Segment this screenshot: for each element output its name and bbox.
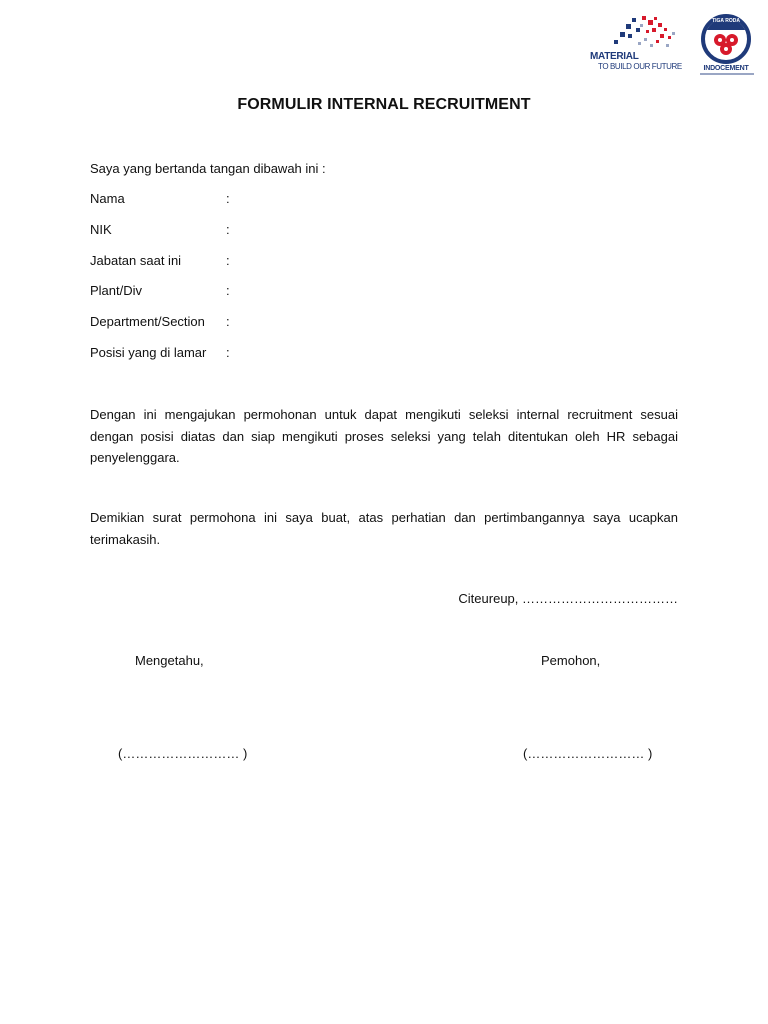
material-logo-word: MATERIAL	[590, 51, 639, 62]
pixel-mosaic-icon	[612, 14, 692, 52]
field-label-posisi: Posisi yang di lamar	[90, 345, 207, 360]
field-colon-jabatan: :	[226, 253, 230, 268]
field-label-nik: NIK	[90, 222, 112, 237]
field-colon-nama: :	[226, 191, 230, 206]
field-colon-department: :	[226, 314, 230, 329]
material-logo-tagline: TO BUILD OUR FUTURE	[598, 62, 682, 71]
intro-text: Saya yang bertanda tangan dibawah ini :	[90, 161, 326, 176]
tiga-roda-seal-logo	[696, 14, 756, 76]
application-paragraph: Dengan ini mengajukan permohonan untuk dapat mengikuti seleksi internal recruitment sesuai dengan posisi diatas dan siap mengikuti proses seleksi yang telah ditentukan oleh HR sebagai penyelenggara.	[90, 407, 678, 465]
closing-paragraph: Demikian surat permohona ini saya buat, atas perhatian dan pertimbangannya saya ucapkan terimakasih.	[90, 510, 678, 547]
place-date-line: Citeureup, ………………………………	[458, 591, 678, 606]
field-label-nama: Nama	[90, 191, 125, 206]
seal-top-text: TIGA RODA	[712, 18, 740, 24]
signature-label-applicant: Pemohon,	[541, 653, 601, 668]
signature-line-acknowledged: (……………………… )	[118, 746, 248, 761]
material-logo	[590, 14, 694, 74]
field-label-jabatan: Jabatan saat ini	[90, 253, 182, 268]
seal-underline	[700, 73, 754, 75]
document-title: FORMULIR INTERNAL RECRUITMENT	[237, 96, 531, 113]
field-label-plant-div: Plant/Div	[90, 283, 143, 298]
field-label-department: Department/Section	[90, 314, 205, 329]
field-colon-nik: :	[226, 222, 230, 237]
field-colon-plant-div: :	[226, 283, 230, 298]
field-colon-posisi: :	[226, 345, 230, 360]
signature-line-applicant: (……………………… )	[523, 746, 653, 761]
signature-label-acknowledged: Mengetahu,	[135, 653, 204, 668]
seal-bottom-text: INDOCEMENT	[703, 65, 749, 72]
